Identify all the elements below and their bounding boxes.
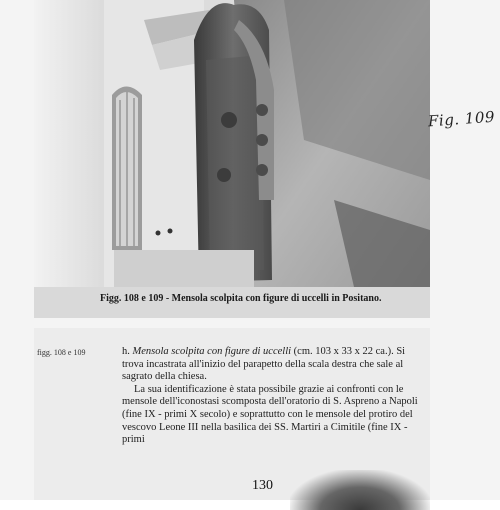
page-number: 130 [252, 478, 273, 493]
caption-text: - Mensola scolpita con figure di uccelli in Positano. [163, 293, 382, 304]
body-text [122, 346, 424, 447]
sculpted-bracket-photo [34, 0, 430, 287]
item-title: Mensola scolpita con figure di uccelli [132, 346, 292, 357]
margin-figure-reference: figg. 108 e 109 [37, 348, 86, 357]
scan-shadow [290, 470, 430, 510]
identification-paragraph: La sua identificazione è stata possibile grazie ai confronti con le mensole dell'iconostasi scomposta dell'oratorio di S. Aspreno a Napoli (fine IX - primi X secolo) e soprattutto con le mensole del protiro del vescovo Leone III nella basilica dei SS. Martiri a Cimitile (fine IX - primi [122, 383, 418, 446]
item-marker: h. [122, 346, 133, 357]
item-description: (cm. 103 x 33 x 22 ca.). Si trova incastrata all'inizio del parapetto della scala destra che sale al sagrato della chiesa. [122, 346, 406, 383]
item-paragraph [122, 346, 424, 384]
handwritten-figure-note: Fig. 109 [427, 107, 496, 131]
figure-caption [100, 293, 420, 304]
caption-figure-ref: Figg. 108 e 109 [100, 293, 164, 304]
